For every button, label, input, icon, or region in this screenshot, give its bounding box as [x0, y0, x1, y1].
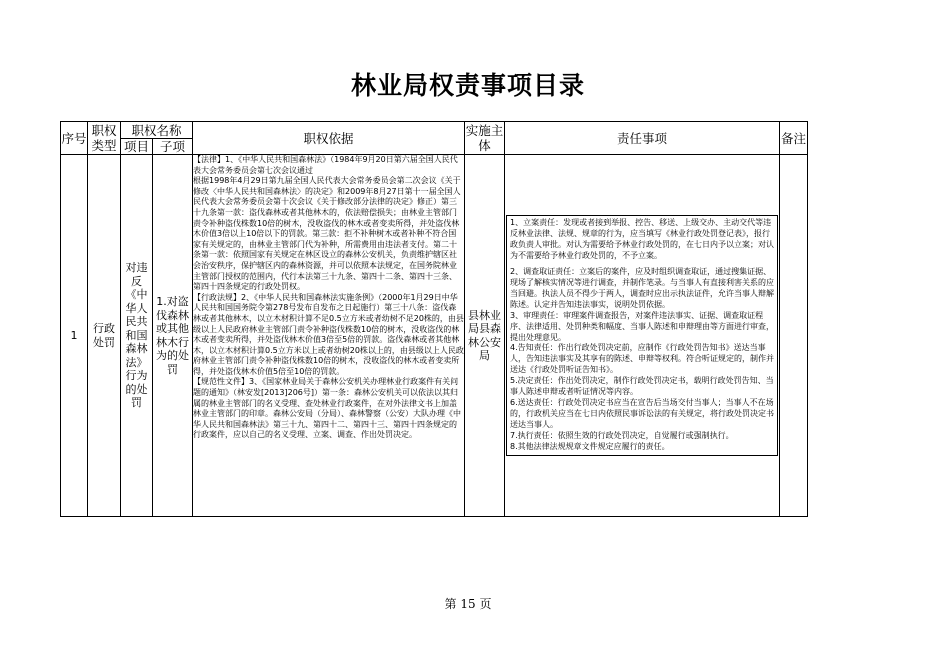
row-basis	[193, 155, 465, 517]
header-basis: 职权依据	[193, 122, 465, 155]
resp-other: 8.其他法律法规规章文件规定应履行的责任。	[510, 441, 670, 451]
basis-law-1: 【法律】1、《中华人民共和国森林法》（1984年9月20日第六届全国人民代表大会常务委员会第七次会议通过	[193, 155, 458, 175]
row-remarks	[780, 155, 808, 517]
resp-filing: 1、立案责任：发现或者接到举报、控告、移送、上级交办、主动交代等违反林业法律、法规、规章的行为，应当填写《林业行政处罚登记表》，报行政负责人审批。对认为需要给予林业行政处罚的，在七日内予以立案；对认为不需要给予林业行政处罚的，不予立案。	[510, 218, 775, 261]
document-title: 林业局权责事项目录	[350, 71, 585, 100]
row-seq: 1	[61, 155, 88, 517]
resp-review: 3、审理责任：审理案件调查报告，对案件违法事实、证据、调查取证程序、法律适用、处罚种类和幅度、当事人陈述和申辩理由等方面进行审查，提出处理意见。	[510, 310, 775, 342]
header-seq: 序号	[61, 122, 88, 155]
header-responsibility: 责任事项	[505, 122, 780, 155]
power-responsibility-table	[60, 121, 808, 517]
row-subject: 县林业局县森林公安局	[465, 155, 505, 517]
basis-regulation-2: 【行政法规】2、《中华人民共和国森林法实施条例》（2000年1月29日中华人民共和国国务院令第278号发布自发布之日起施行）第三十八条：盗伐森林或者其他林木，以立木材积计算不足0.5立方米或者幼树不足20株的，由县级以上人民政府林业主管部门责令补种盗伐株数10倍的树木，没收盗伐的林木或者变卖所得，并处盗伐林木价值3倍至5倍的罚款。盗伐森林或者其他林木，以立木材积计算0.5立方米以上或者幼树20株以上的，由县级以上人民政府林业主管部门责令补种盗伐株数10倍的树木，没收盗伐的林木或者变卖所得，并处盗伐林木价值5倍至10倍的罚款。	[193, 292, 464, 376]
header-subject: 实施主体	[465, 123, 504, 153]
resp-investigation: 2、调查取证责任：立案后的案件，应及时组织调查取证，通过搜集证据、现场了解核实情况等进行调查，并制作笔录。与当事人有直接利害关系的应当回避。执法人员不得少于两人，调查时应出示执法证件，允许当事人辩解陈述。认定并告知违法事实，说明处罚依据。	[510, 267, 775, 309]
resp-execution: 7.执行责任：依照生效的行政处罚决定，自觉履行或强制执行。	[510, 430, 734, 440]
row-sub-item: 1.对盗伐森林或其他林木行为的处罚	[153, 155, 193, 517]
basis-normative-3: 【规范性文件】3、《国家林业局关于森林公安机关办理林业行政案件有关问题的通知》（林安发[2013]206号]）第一条：森林公安机关可以依法以其归属的林业主管部门的名义受理、查处林业行政案件，在对外法律文书上加盖林业主管部门的印章。森林公安局（分局）、森林警察（公安）大队办理《中华人民共和国森林法》第三十九、第四十二、第四十三、第四十四条规定的行政案件，应以自己的名义受理、立案、调查、作出处罚决定。	[193, 377, 462, 440]
header-power-type: 职权类型	[88, 122, 121, 155]
responsibility-box	[506, 215, 778, 455]
header-power-name: 职权名称	[121, 122, 193, 139]
header-item: 项目	[121, 139, 153, 155]
row-item: 对违反《中华人民共和国森林法》行为的处罚	[121, 155, 153, 517]
header-sub-item: 子项	[153, 139, 193, 155]
table-row	[61, 155, 808, 517]
header-row-1	[61, 122, 808, 139]
row-responsibility	[505, 155, 780, 517]
row-power-type: 行政处罚	[88, 155, 121, 517]
page-number: 第 15 页	[444, 597, 492, 611]
resp-notice: 4.告知责任：作出行政处罚决定前，应制作《行政处罚告知书》送达当事人，告知违法事实及其享有的陈述、申辩等权利。符合听证规定的，制作并送达《行政处罚听证告知书》。	[510, 343, 775, 375]
resp-delivery: 6.送达责任：行政处罚决定书应当在宣告后当场交付当事人；当事人不在场的，行政机关应当在七日内依照民事诉讼法的有关规定，将行政处罚决定书送达当事人。	[510, 397, 775, 429]
basis-law-1-detail: 根据1998年4月29日第九届全国人民代表大会常务委员会第二次会议《关于修改〈中华人民共和国森林法〉的决定》和2009年8月27日第十一届全国人民代表大会常务委员会第十次会议《关于修改部分法律的决定》修正）第三十九条第一款：盗伐森林或者其他林木的，依法赔偿损失；由林业主管部门责令补种盗伐株数10倍的树木，没收盗伐的林木或者变卖所得，并处盗伐林木价值3倍以上10倍以下的罚款。第三款：拒不补种树木或者补种不符合国家有关规定的，由林业主管部门代为补种，所需费用由违法者支付。第二十条第一款：依照国家有关规定在林区设立的森林公安机关，负责维护辖区社会治安秩序，保护辖区内的森林资源，并可以依照本法规定，在国务院林业主管部门授权的范围内，代行本法第三十九条、第四十二条、第四十三条、第四十四条规定的行政处罚权。	[193, 176, 461, 292]
header-remarks: 备注	[780, 122, 808, 155]
resp-decision: 5.决定责任：作出处罚决定，制作行政处罚决定书，载明行政处罚告知、当事人陈述申辩或者听证情况等内容。	[510, 376, 774, 397]
